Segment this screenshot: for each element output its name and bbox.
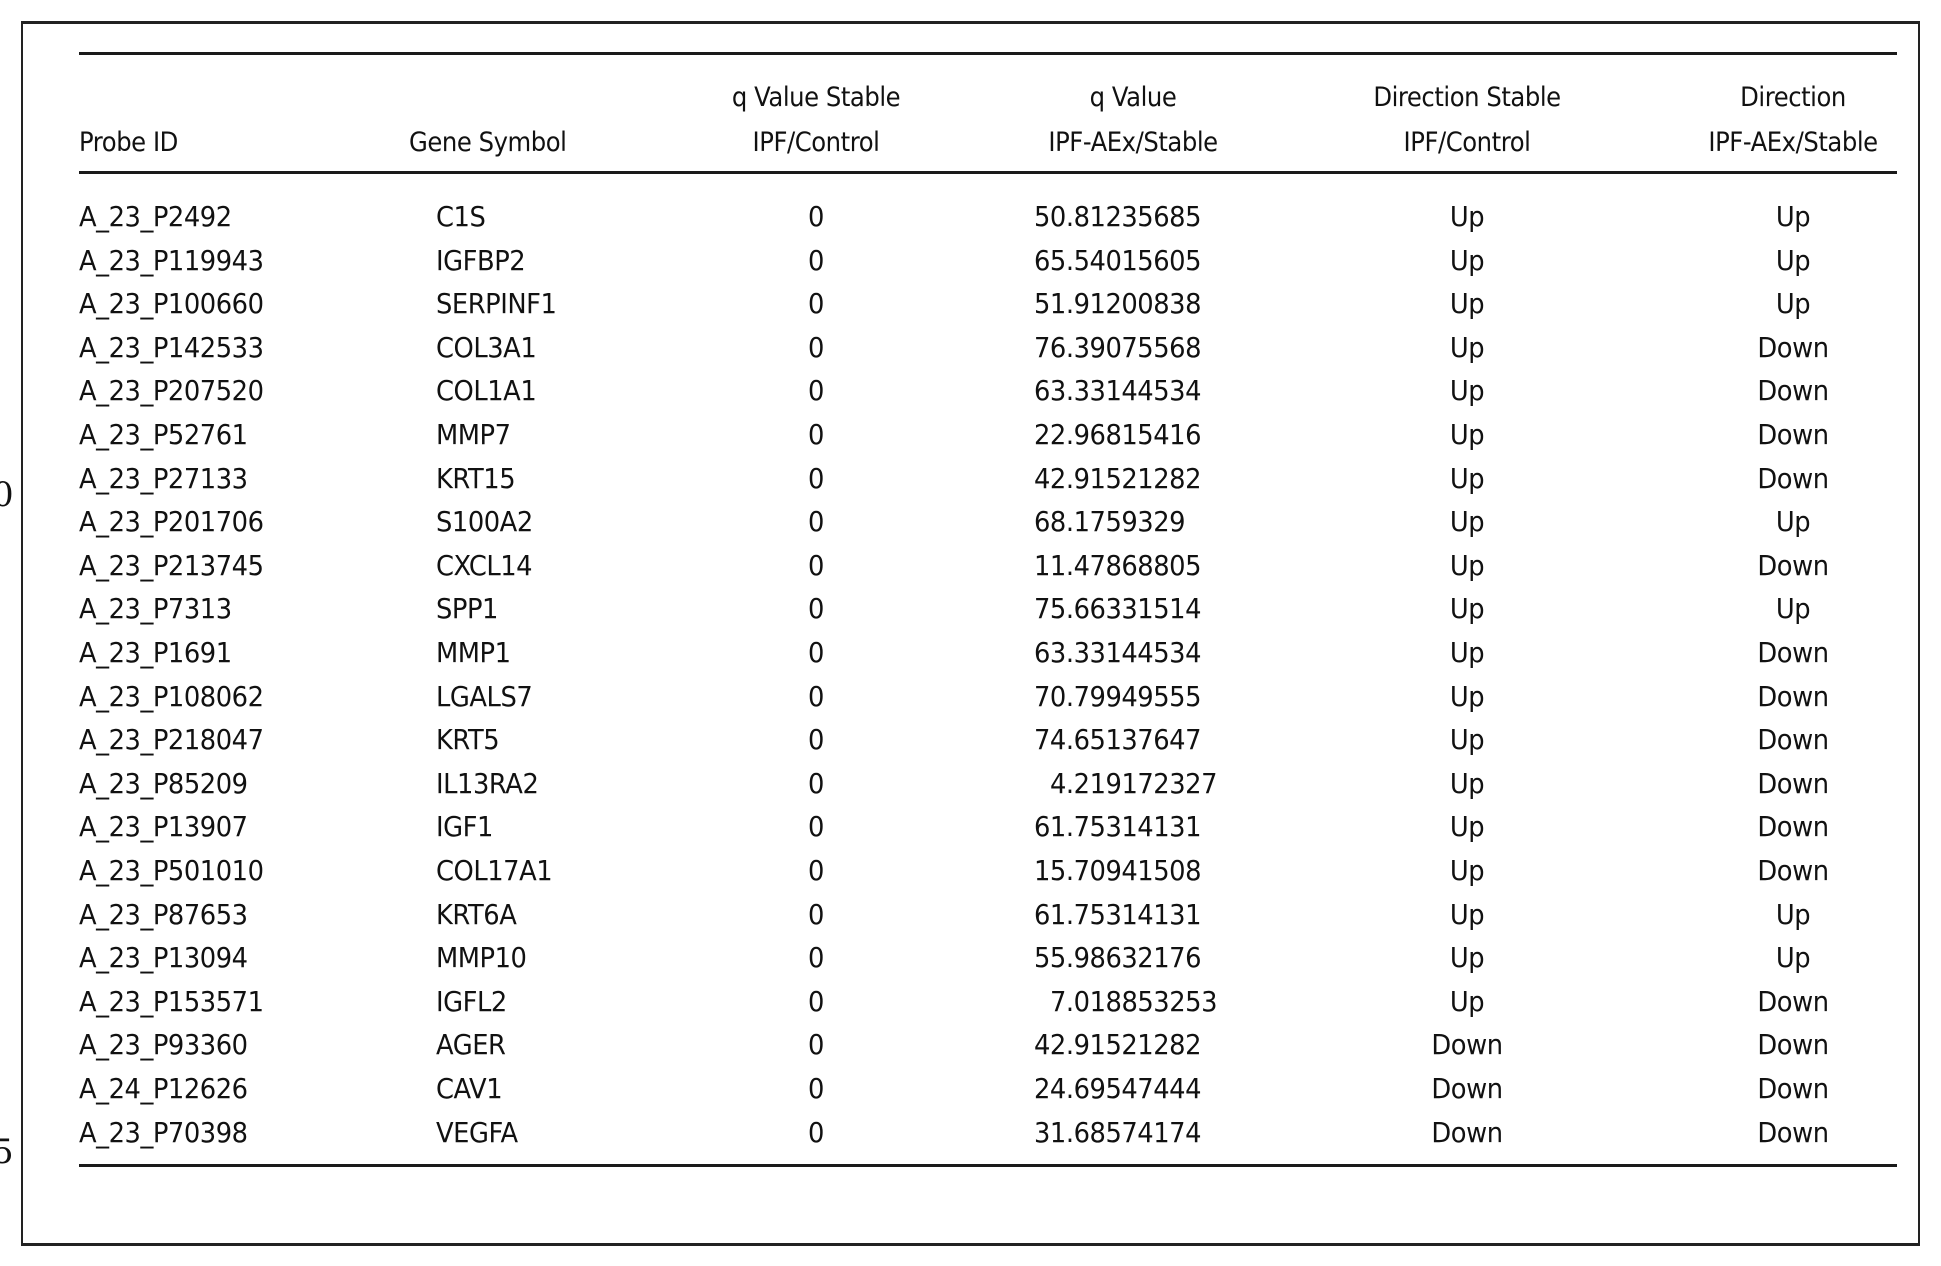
probe-id-cell: A_23_P213745 (79, 549, 264, 583)
column-header-q-value-stable: q Value Stable (681, 75, 951, 120)
direction-stable-cell: Up (1375, 462, 1559, 496)
q-value-aex-cell: 63.33144534 (1034, 374, 1201, 408)
column-header-gene-symbol: Gene Symbol (409, 120, 566, 165)
q-value-aex-cell: 24.69547444 (1034, 1072, 1201, 1106)
q-value-stable-cell: 0 (724, 941, 908, 975)
direction-aex-cell: Down (1701, 549, 1885, 583)
direction-aex-cell: Down (1701, 854, 1885, 888)
probe-id-cell: A_23_P119943 (79, 244, 264, 278)
direction-stable-cell: Down (1375, 1072, 1559, 1106)
margin-line-number: 5 (0, 1132, 14, 1172)
column-header-q-value-aex: IPF-AEx/Stable (998, 120, 1268, 165)
q-value-stable-cell: 0 (724, 200, 908, 234)
probe-id-cell: A_23_P218047 (79, 723, 264, 757)
q-value-aex-cell: 61.75314131 (1034, 810, 1201, 844)
probe-id-cell: A_24_P12626 (79, 1072, 248, 1106)
q-value-aex-cell: 55.98632176 (1034, 941, 1201, 975)
gene-symbol-cell: MMP1 (436, 636, 511, 670)
direction-aex-cell: Down (1701, 418, 1885, 452)
column-header-direction-aex: IPF-AEx/Stable (1658, 120, 1928, 165)
probe-id-cell: A_23_P2492 (79, 200, 232, 234)
direction-aex-cell: Up (1701, 898, 1885, 932)
direction-stable-cell: Up (1375, 418, 1559, 452)
q-value-stable-cell: 0 (724, 1116, 908, 1150)
q-value-stable-cell: 0 (724, 374, 908, 408)
direction-stable-cell: Up (1375, 592, 1559, 626)
direction-stable-cell: Up (1375, 723, 1559, 757)
probe-id-cell: A_23_P52761 (79, 418, 248, 452)
direction-stable-cell: Up (1375, 331, 1559, 365)
probe-id-cell: A_23_P201706 (79, 505, 264, 539)
column-header-probe-id: Probe ID (79, 120, 178, 165)
direction-aex-cell: Down (1701, 767, 1885, 801)
direction-stable-cell: Up (1375, 941, 1559, 975)
table-bottom-rule (79, 1164, 1897, 1167)
probe-id-cell: A_23_P1691 (79, 636, 232, 670)
probe-id-cell: A_23_P13907 (79, 810, 248, 844)
q-value-aex-cell: 11.47868805 (1034, 549, 1201, 583)
probe-id-cell: A_23_P70398 (79, 1116, 248, 1150)
q-value-aex-cell: 61.75314131 (1034, 898, 1201, 932)
q-value-aex-cell: 42.91521282 (1034, 1028, 1201, 1062)
q-value-stable-cell: 0 (724, 680, 908, 714)
direction-aex-cell: Up (1701, 200, 1885, 234)
direction-stable-cell: Up (1375, 854, 1559, 888)
direction-stable-cell: Down (1375, 1028, 1559, 1062)
direction-aex-cell: Up (1701, 941, 1885, 975)
gene-symbol-cell: SERPINF1 (436, 287, 556, 321)
direction-stable-cell: Up (1375, 200, 1559, 234)
q-value-aex-cell: 51.91200838 (1034, 287, 1201, 321)
q-value-stable-cell: 0 (724, 898, 908, 932)
q-value-aex-cell: 50.81235685 (1034, 200, 1201, 234)
q-value-aex-cell: 74.65137647 (1034, 723, 1201, 757)
q-value-aex-cell: 22.96815416 (1034, 418, 1201, 452)
direction-aex-cell: Up (1701, 592, 1885, 626)
q-value-aex-cell: 75.66331514 (1034, 592, 1201, 626)
probe-id-cell: A_23_P13094 (79, 941, 248, 975)
probe-id-cell: A_23_P100660 (79, 287, 264, 321)
direction-stable-cell: Up (1375, 680, 1559, 714)
gene-symbol-cell: KRT5 (436, 723, 499, 757)
direction-stable-cell: Down (1375, 1116, 1559, 1150)
column-header-direction-stable: IPF/Control (1332, 120, 1602, 165)
q-value-aex-cell: 4.219172327 (1050, 767, 1217, 801)
q-value-aex-cell: 65.54015605 (1034, 244, 1201, 278)
q-value-stable-cell: 0 (724, 1028, 908, 1062)
q-value-stable-cell: 0 (724, 549, 908, 583)
gene-symbol-cell: CXCL14 (436, 549, 532, 583)
direction-aex-cell: Down (1701, 462, 1885, 496)
gene-symbol-cell: SPP1 (436, 592, 498, 626)
q-value-stable-cell: 0 (724, 418, 908, 452)
q-value-stable-cell: 0 (724, 723, 908, 757)
direction-stable-cell: Up (1375, 505, 1559, 539)
q-value-aex-cell: 7.018853253 (1050, 985, 1217, 1019)
table-frame (21, 21, 1920, 1246)
direction-aex-cell: Down (1701, 810, 1885, 844)
q-value-stable-cell: 0 (724, 331, 908, 365)
q-value-stable-cell: 0 (724, 244, 908, 278)
gene-symbol-cell: IL13RA2 (436, 767, 538, 801)
gene-symbol-cell: S100A2 (436, 505, 533, 539)
column-header-direction-aex: Direction (1658, 75, 1928, 120)
q-value-stable-cell: 0 (724, 505, 908, 539)
gene-symbol-cell: AGER (436, 1028, 505, 1062)
q-value-stable-cell: 0 (724, 810, 908, 844)
direction-aex-cell: Up (1701, 505, 1885, 539)
direction-stable-cell: Up (1375, 287, 1559, 321)
direction-stable-cell: Up (1375, 767, 1559, 801)
q-value-stable-cell: 0 (724, 287, 908, 321)
probe-id-cell: A_23_P153571 (79, 985, 264, 1019)
q-value-aex-cell: 76.39075568 (1034, 331, 1201, 365)
gene-symbol-cell: COL1A1 (436, 374, 536, 408)
probe-id-cell: A_23_P93360 (79, 1028, 248, 1062)
direction-stable-cell: Up (1375, 244, 1559, 278)
direction-stable-cell: Up (1375, 374, 1559, 408)
gene-symbol-cell: VEGFA (436, 1116, 518, 1150)
direction-stable-cell: Up (1375, 549, 1559, 583)
margin-line-number: 0 (0, 475, 14, 515)
gene-symbol-cell: KRT15 (436, 462, 515, 496)
gene-symbol-cell: KRT6A (436, 898, 516, 932)
gene-symbol-cell: IGFL2 (436, 985, 507, 1019)
q-value-aex-cell: 63.33144534 (1034, 636, 1201, 670)
gene-symbol-cell: LGALS7 (436, 680, 532, 714)
gene-symbol-cell: CAV1 (436, 1072, 502, 1106)
header-rule (79, 171, 1897, 174)
q-value-aex-cell: 68.1759329 (1034, 505, 1185, 539)
probe-id-cell: A_23_P108062 (79, 680, 264, 714)
probe-id-cell: A_23_P501010 (79, 854, 264, 888)
direction-aex-cell: Up (1701, 287, 1885, 321)
q-value-aex-cell: 70.79949555 (1034, 680, 1201, 714)
direction-aex-cell: Down (1701, 1028, 1885, 1062)
gene-symbol-cell: MMP10 (436, 941, 526, 975)
q-value-stable-cell: 0 (724, 636, 908, 670)
direction-aex-cell: Up (1701, 244, 1885, 278)
direction-stable-cell: Up (1375, 636, 1559, 670)
q-value-stable-cell: 0 (724, 985, 908, 1019)
probe-id-cell: A_23_P87653 (79, 898, 248, 932)
q-value-stable-cell: 0 (724, 1072, 908, 1106)
direction-aex-cell: Down (1701, 1116, 1885, 1150)
probe-id-cell: A_23_P85209 (79, 767, 248, 801)
gene-symbol-cell: COL17A1 (436, 854, 552, 888)
direction-stable-cell: Up (1375, 898, 1559, 932)
direction-aex-cell: Down (1701, 331, 1885, 365)
q-value-aex-cell: 42.91521282 (1034, 462, 1201, 496)
gene-symbol-cell: IGF1 (436, 810, 493, 844)
gene-symbol-cell: C1S (436, 200, 485, 234)
gene-symbol-cell: COL3A1 (436, 331, 536, 365)
probe-id-cell: A_23_P207520 (79, 374, 264, 408)
direction-aex-cell: Down (1701, 723, 1885, 757)
column-header-q-value-stable: IPF/Control (681, 120, 951, 165)
q-value-aex-cell: 31.68574174 (1034, 1116, 1201, 1150)
direction-aex-cell: Down (1701, 1072, 1885, 1106)
direction-stable-cell: Up (1375, 810, 1559, 844)
direction-aex-cell: Down (1701, 680, 1885, 714)
direction-aex-cell: Down (1701, 985, 1885, 1019)
column-header-q-value-aex: q Value (998, 75, 1268, 120)
probe-id-cell: A_23_P7313 (79, 592, 232, 626)
gene-symbol-cell: MMP7 (436, 418, 511, 452)
direction-aex-cell: Down (1701, 374, 1885, 408)
q-value-stable-cell: 0 (724, 767, 908, 801)
q-value-stable-cell: 0 (724, 592, 908, 626)
probe-id-cell: A_23_P27133 (79, 462, 248, 496)
gene-symbol-cell: IGFBP2 (436, 244, 525, 278)
table-top-rule (79, 52, 1897, 55)
q-value-aex-cell: 15.70941508 (1034, 854, 1201, 888)
column-header-direction-stable: Direction Stable (1332, 75, 1602, 120)
direction-aex-cell: Down (1701, 636, 1885, 670)
direction-stable-cell: Up (1375, 985, 1559, 1019)
probe-id-cell: A_23_P142533 (79, 331, 264, 365)
q-value-stable-cell: 0 (724, 462, 908, 496)
q-value-stable-cell: 0 (724, 854, 908, 888)
